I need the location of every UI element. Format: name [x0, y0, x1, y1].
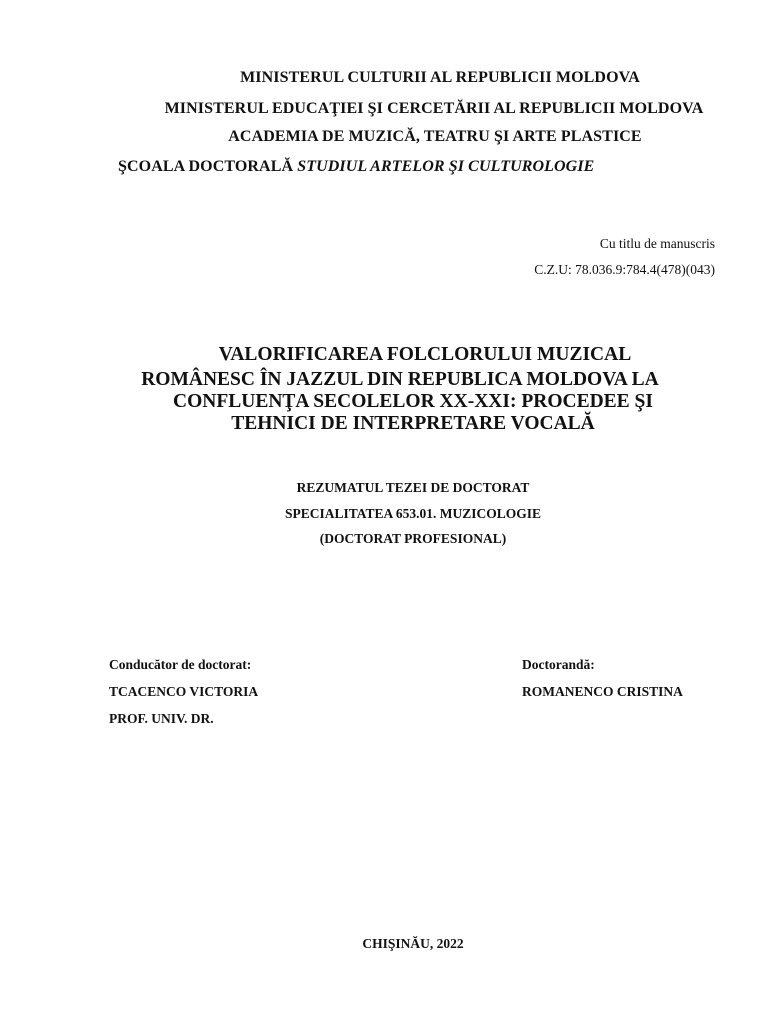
supervisor-name: TCACENCO VICTORIA [109, 684, 259, 699]
czu-code: C.Z.U: 78.036.9:784.4(478)(043) [534, 262, 715, 277]
ministry-culture-heading: MINISTERUL CULTURII AL REPUBLICII MOLDOVA [240, 69, 640, 86]
candidate-name: ROMANENCO CRISTINA [522, 684, 683, 699]
thesis-title-line-4: TEHNICI DE INTERPRETARE VOCALĂ [231, 413, 595, 434]
thesis-title-line-3: CONFLUENŢA SECOLELOR XX-XXI: PROCEDEE ŞI [173, 391, 653, 412]
specialty-label: SPECIALITATEA 653.01. MUZICOLOGIE [284, 506, 542, 521]
doctorate-type-label: (DOCTORAT PROFESIONAL) [319, 531, 507, 546]
candidate-label: Doctorandă: [522, 657, 595, 672]
supervisor-label: Conducător de doctorat: [109, 657, 252, 672]
supervisor-title: PROF. UNIV. DR. [109, 711, 214, 726]
ministry-education-heading: MINISTERUL EDUCAŢIEI ŞI CERCETĂRII AL REPUBLICII MOLDOVA [164, 100, 704, 117]
doctoral-school-heading [118, 158, 594, 176]
manuscript-note: Cu titlu de manuscris [599, 236, 715, 251]
thesis-title-line-2: ROMÂNESC ÎN JAZZUL DIN REPUBLICA MOLDOVA LA [141, 369, 659, 390]
place-and-year: CHIŞINĂU, 2022 [362, 936, 464, 951]
thesis-title-line-1: VALORIFICAREA FOLCLORULUI MUZICAL [218, 344, 632, 365]
doctoral-school-prefix: ŞCOALA DOCTORALĂ [118, 158, 298, 175]
doctoral-school-program: STUDIUL ARTELOR ŞI CULTUROLOGIE [297, 158, 595, 175]
academy-heading: ACADEMIA DE MUZICĂ, TEATRU ŞI ARTE PLASTICE [228, 128, 642, 145]
summary-label: REZUMATUL TEZEI DE DOCTORAT [296, 480, 530, 495]
